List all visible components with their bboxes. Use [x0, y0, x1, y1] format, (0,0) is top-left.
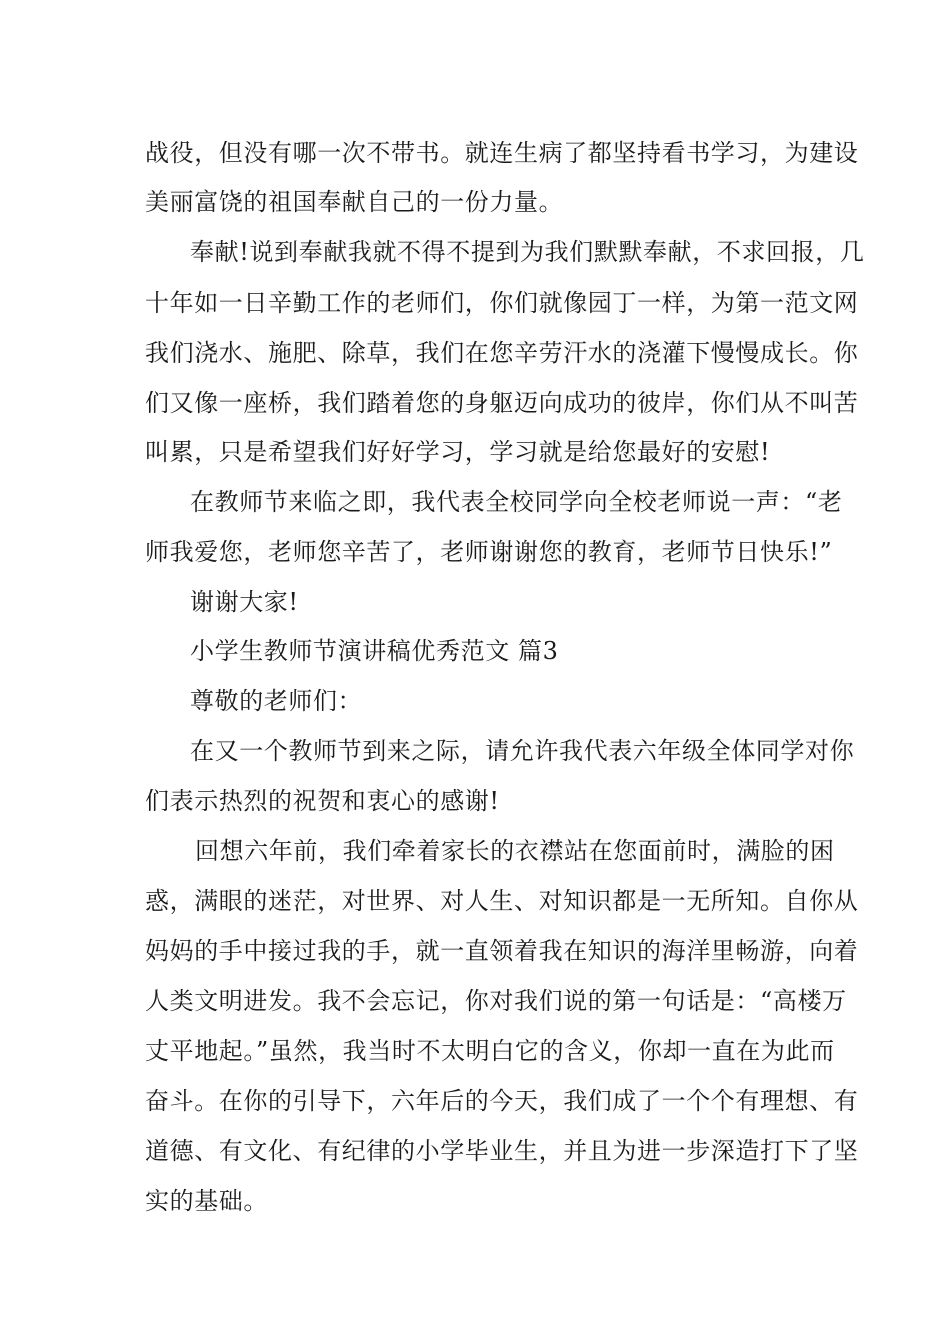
text-line: 妈妈的手中接过我的手，就一直领着我在知识的海洋里畅游，向着 [145, 937, 859, 965]
text-line: 师我爱您，老师您辛苦了，老师谢谢您的教育，老师节日快乐!” [145, 538, 833, 566]
salutation: 尊敬的老师们： [190, 687, 363, 715]
text-line: 人类文明进发。我不会忘记，你对我们说的第一句话是：“高楼万 [145, 987, 847, 1015]
text-line: 回想六年前，我们牵着家长的衣襟站在您面前时，满脸的困 [195, 837, 835, 865]
text-line: 们表示热烈的祝贺和衷心的感谢! [145, 787, 500, 815]
text-line: 十年如一日辛勤工作的老师们，你们就像园丁一样，为第一范文网 [145, 289, 859, 317]
text-line: 美丽富饶的祖国奉献自己的一份力量。 [145, 188, 564, 216]
text-line: 奋斗。在你的引导下，六年后的今天，我们成了一个个有理想、有 [145, 1087, 859, 1115]
text-line: 叫累，只是希望我们好好学习，学习就是给您最好的安慰! [145, 438, 771, 466]
text-line: 在教师节来临之即，我代表全校同学向全校老师说一声：“老 [190, 488, 843, 516]
text-line: 奉献!说到奉献我就不得不提到为我们默默奉献，不求回报，几 [190, 238, 865, 266]
text-line: 们又像一座桥，我们踏着您的身躯迈向成功的彼岸，你们从不叫苦 [145, 389, 859, 417]
text-line: 实的基础。 [145, 1187, 268, 1215]
text-line: 战役，但没有哪一次不带书。就连生病了都坚持看书学习，为建设 [145, 139, 859, 167]
text-line: 在又一个教师节到来之际，请允许我代表六年级全体同学对你 [190, 737, 855, 765]
text-line: 道德、有文化、有纪律的小学毕业生，并且为进一步深造打下了坚 [145, 1137, 859, 1165]
text-line: 丈平地起。”虽然，我当时不太明白它的含义，你却一直在为此而 [145, 1037, 835, 1065]
section-heading: 小学生教师节演讲稿优秀范文 篇3 [190, 637, 559, 665]
text-line: 我们浇水、施肥、除草，我们在您辛劳汗水的浇灌下慢慢成长。你 [145, 339, 859, 367]
text-line: 谢谢大家! [190, 588, 299, 616]
text-line: 惑，满眼的迷茫，对世界、对人生、对知识都是一无所知。自你从 [145, 887, 859, 915]
